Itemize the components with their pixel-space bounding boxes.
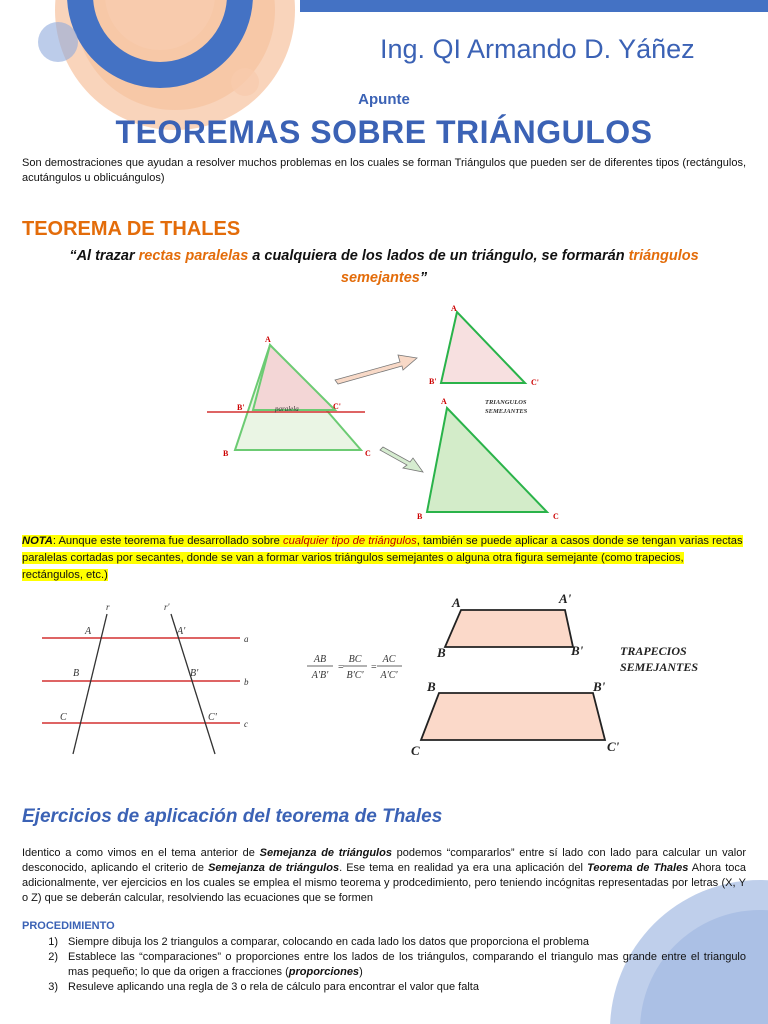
quote-term-similar: triángulos semejantes [340, 248, 699, 286]
trap-label-C: C [411, 743, 420, 758]
nota-paragraph [22, 533, 746, 584]
label-A-prime: A' [177, 626, 186, 637]
trap-label-A: A [452, 595, 461, 610]
thales-heading: TEOREMA DE THALES [22, 218, 241, 240]
big-label-b: B [417, 512, 423, 521]
trap-label-B-prime-large: B' [593, 679, 606, 694]
trap-label-B-small: B [437, 645, 446, 660]
ratio-num-3: AC [382, 654, 396, 665]
label-C-prime: C' [208, 712, 217, 723]
trap-label-C-prime: C' [607, 739, 620, 754]
nota-text-2: , también se puede aplicar a casos donde se tengan varias rectas paralelas cortadas por secantes, donde se van a formar varios triángulos semejantes o alguna otra figura semejante (como trapecios, rectángulos, etc.) [22, 535, 743, 581]
ratio-num-1: AB [313, 654, 327, 665]
exercises-paragraph [22, 846, 746, 906]
trap-label-B-prime-small: B' [571, 643, 584, 658]
sub-triangle [253, 345, 335, 410]
step-text-em: proporciones [288, 966, 360, 978]
label-r-prime: r' [164, 602, 170, 612]
trapezoids-figure [405, 585, 735, 765]
ejer-text-3: . Ese tema en realidad ya era una aplicación del [339, 862, 588, 874]
ejer-text-1: Identico a como vimos en el tema anterior de [22, 847, 260, 859]
nota-label: NOTA [22, 535, 53, 547]
label-line-b: b [244, 677, 249, 687]
step-text: Resuleve aplicando una regla de 3 o rela de cálculo para encontrar el valor que falta [68, 981, 479, 993]
quote-open: “Al trazar [69, 248, 139, 264]
similar-caption-1: TRIANGULOS [485, 399, 527, 406]
label-line-c: c [244, 719, 248, 729]
similar-caption-2: SEMEJANTES [485, 408, 528, 415]
procedure-step-1 [22, 935, 746, 950]
parallel-secants-figure [30, 598, 260, 760]
small-label-c-prime: C' [531, 378, 539, 387]
label-A: A [85, 626, 92, 637]
big-label-c: C [553, 512, 559, 521]
author-name: Ing. QI Armando D. Yáñez [380, 34, 695, 64]
step-text-a: Establece las “comparaciones” o proporciones entre los lados de los triángulos, comparando el triangulo mas grande entre el triangulo mas pequeño; lo que da origen a fracciones ( [68, 951, 746, 978]
ejer-em-1: Semejanza de triángulos [259, 847, 392, 859]
label-c: C [365, 449, 371, 458]
document-type: Apunte [358, 91, 410, 108]
ejer-em-3: Teorema de Thales [587, 862, 689, 874]
thales-quote [30, 245, 738, 289]
step-number: 3) [48, 981, 58, 993]
step-text-b: ) [359, 966, 363, 978]
arrow-down-icon [380, 447, 423, 472]
quote-close: ” [419, 270, 428, 286]
ratio-den-2: B'C' [346, 670, 364, 681]
label-line-a: a [244, 634, 249, 644]
thales-triangle-figure [195, 300, 585, 525]
ratio-num-2: BC [348, 654, 362, 665]
arrow-up-icon [335, 355, 417, 384]
trap-label-A-prime: A' [559, 591, 572, 606]
step-number: 2) [48, 951, 58, 963]
quote-term-parallel: rectas paralelas [138, 248, 249, 264]
step-number: 1) [48, 936, 58, 948]
nota-text-1: : Aunque este teorema fue desarrollado sobre [52, 535, 283, 547]
ejer-text-4: Ahora toca adicionalmente, ver ejercicios en los cuales se emplea el mismo teorema y prodcedimiento, pero teniendo incógnitas representadas por letras (X, Y o Z) que se deberán calcular, resolviendo las ecuaciones que se formen [22, 862, 746, 904]
equals-1: = [338, 662, 344, 673]
label-a: A [265, 335, 271, 344]
big-label-a: A [441, 397, 447, 406]
big-similar-triangle [427, 408, 547, 512]
small-label-a: A [451, 304, 457, 313]
procedure-list [22, 935, 746, 995]
procedure-step-2 [22, 950, 746, 980]
label-b: B [223, 449, 229, 458]
label-B-prime: B' [190, 668, 199, 679]
ejer-text-2: podemos “compararlos” entre sí lado con lado para calcular un valor desconocido, aplicando el criterio de [22, 847, 746, 874]
header-decoration [0, 0, 320, 130]
step-text [68, 950, 746, 980]
label-r: r [106, 602, 110, 612]
trap-caption-2: SEMEJANTES [620, 660, 699, 674]
ratio-den-1: A'B' [311, 670, 329, 681]
large-trapezoid [421, 693, 605, 740]
label-b-prime: B' [237, 403, 245, 412]
exercises-heading: Ejercicios de aplicación del teorema de Thales [22, 806, 443, 827]
page-title: TEOREMAS SOBRE TRIÁNGULOS [115, 114, 653, 150]
small-similar-triangle [441, 312, 525, 383]
procedure-step-3 [22, 980, 746, 995]
trap-label-B-large: B [427, 679, 436, 694]
equals-2: = [371, 662, 377, 673]
label-C: C [60, 712, 67, 723]
ejer-em-2: Semejanza de triángulos [208, 862, 340, 874]
header-bar [300, 0, 768, 12]
label-B: B [73, 668, 80, 679]
step-text: Siempre dibuja los 2 triangulos a comparar, colocando en cada lado los datos que proporciona el problema [68, 936, 589, 948]
label-c-prime: C' [333, 402, 341, 411]
quote-mid: a cualquiera de los lados de un triángulo, se formarán [248, 248, 629, 264]
ratio-equation [305, 650, 405, 686]
ratio-den-3: A'C' [380, 670, 398, 681]
small-label-b-prime: B' [429, 377, 437, 386]
intro-paragraph: Son demostraciones que ayudan a resolver muchos problemas en los cuales se forman Triángulos que pueden ser de diferentes tipos (rectángulos, acutángulos u oblicuángulos) [22, 157, 746, 184]
procedure-heading: PROCEDIMIENTO [22, 920, 115, 932]
label-parallel: paralela [275, 405, 299, 413]
trap-caption-1: TRAPECIOS [620, 644, 687, 658]
small-trapezoid [445, 610, 573, 647]
nota-emphasis: cualquier tipo de triángulos [283, 535, 417, 547]
